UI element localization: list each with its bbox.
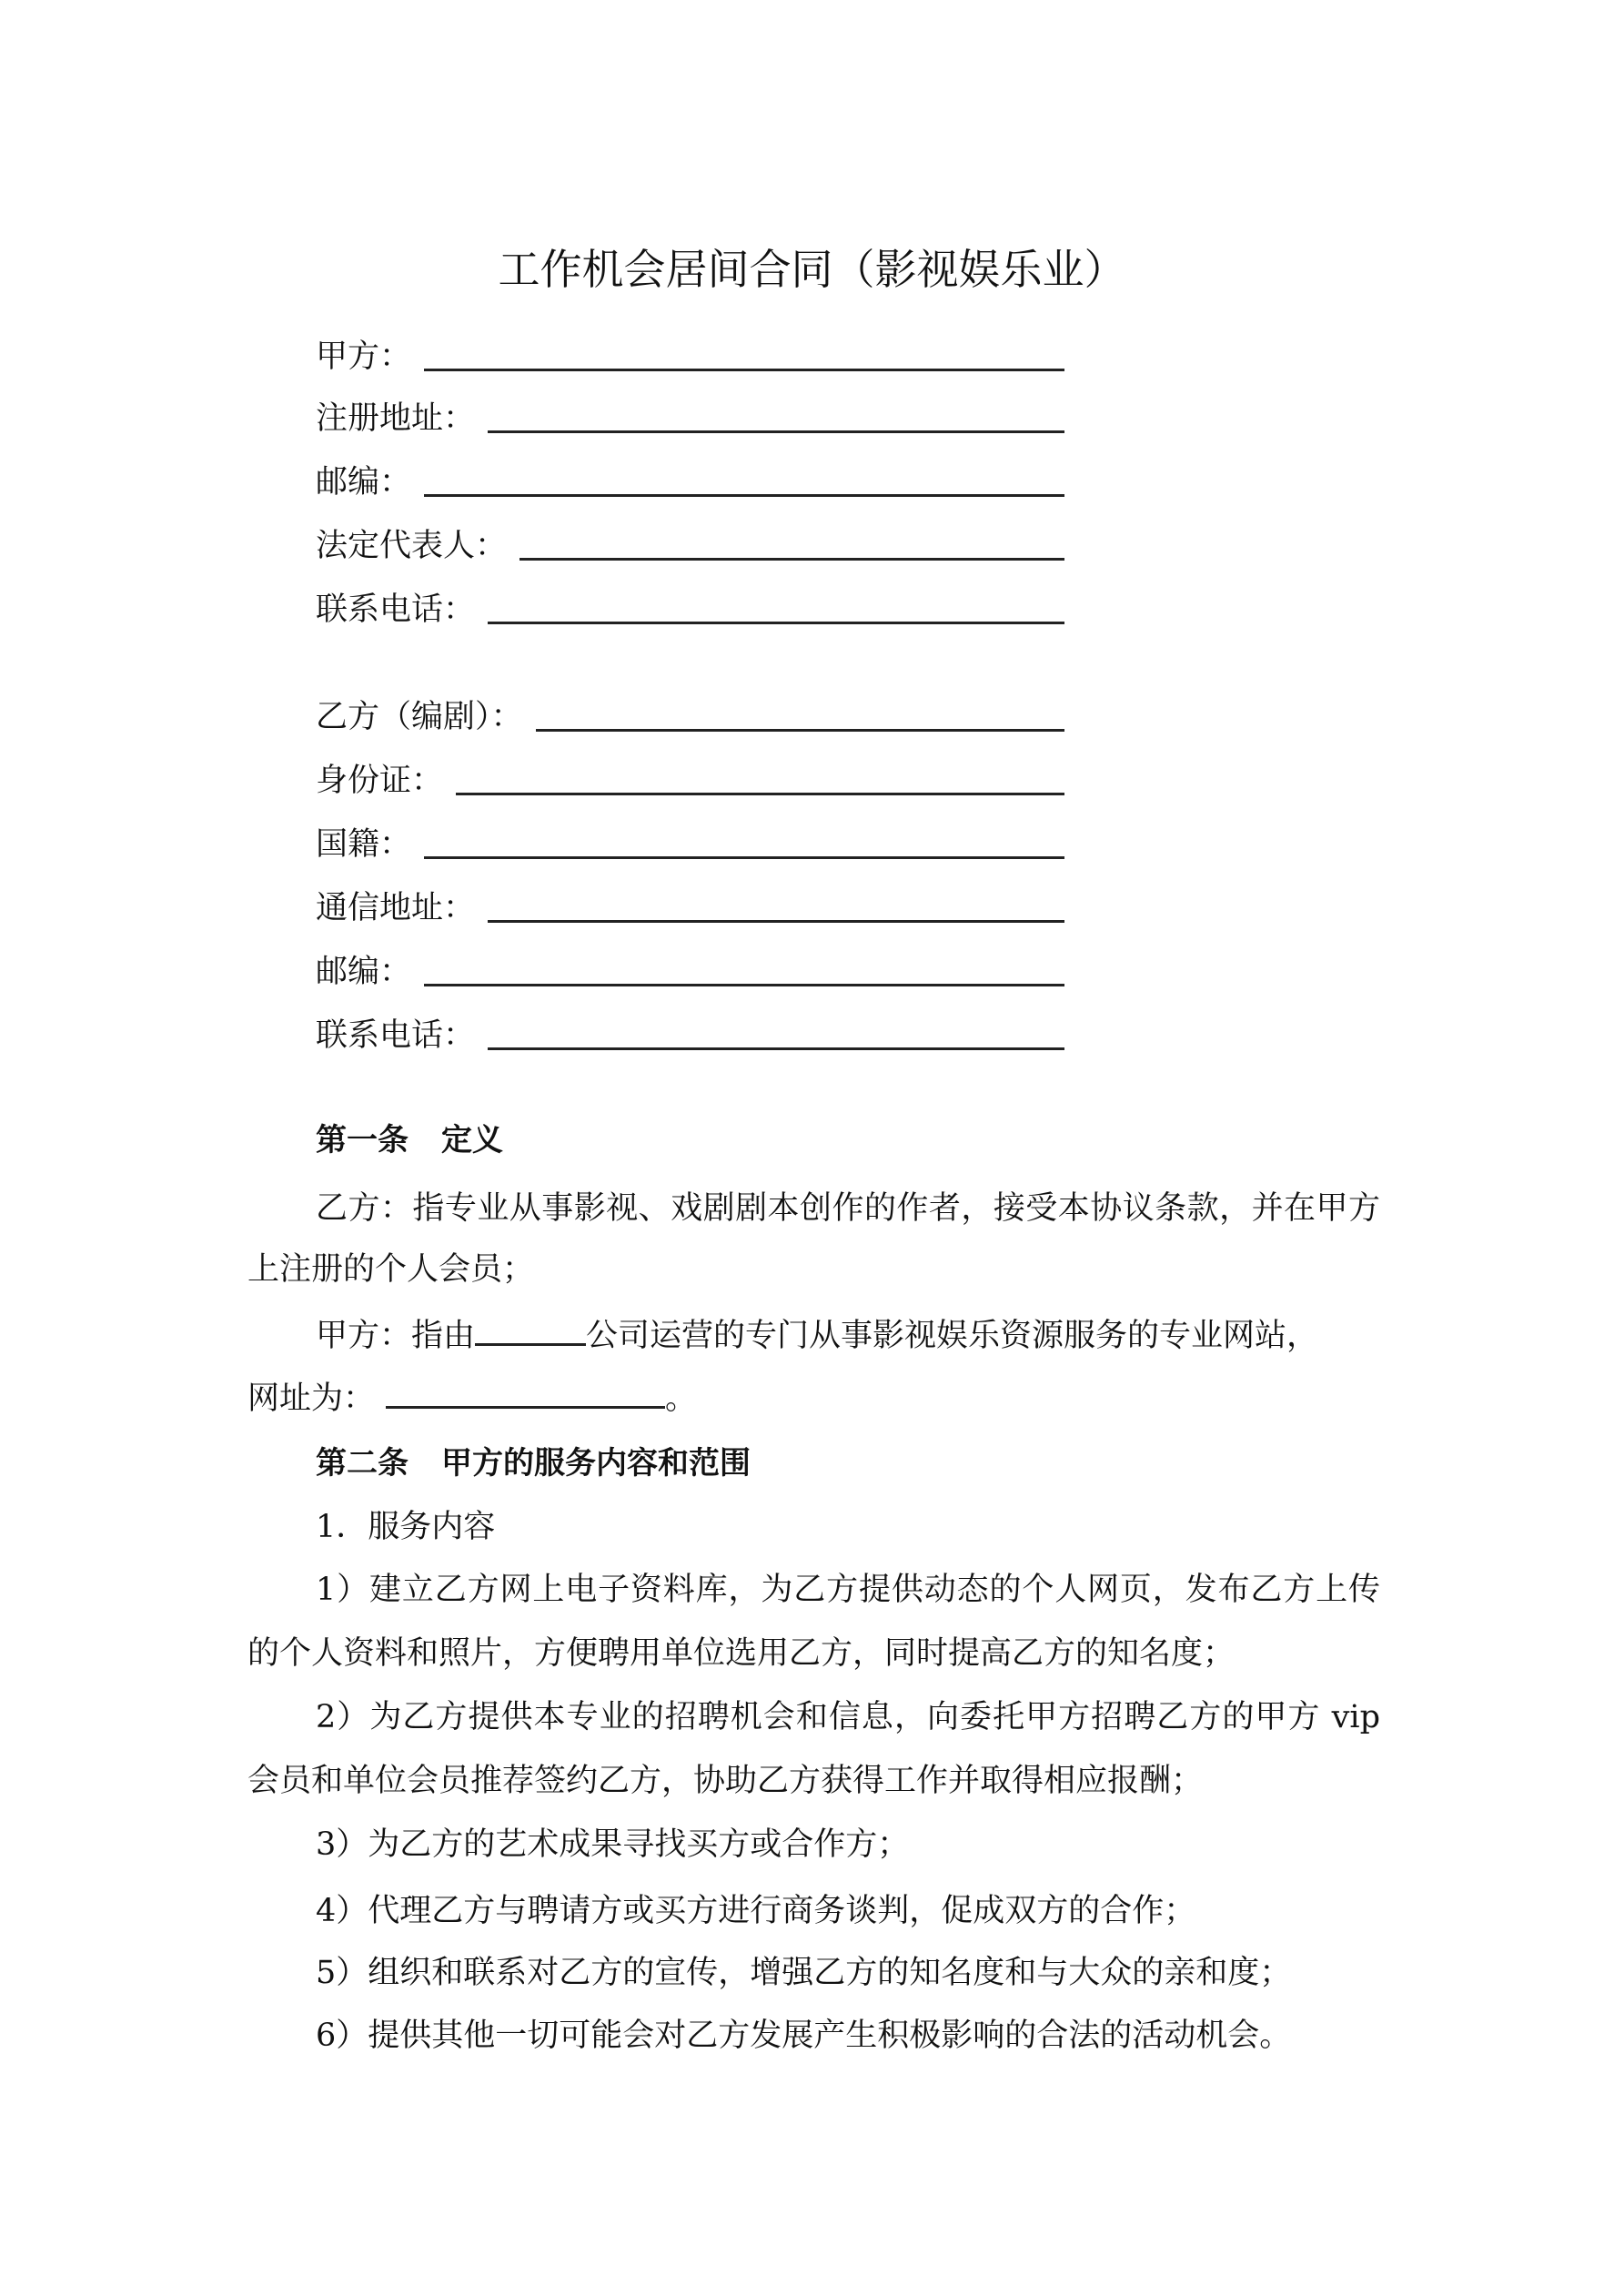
fill-in-blank[interactable] [488, 920, 1064, 923]
company-name-blank[interactable] [475, 1316, 586, 1346]
party-b-address-field[interactable] [316, 876, 1064, 940]
fill-in-blank[interactable] [488, 430, 1064, 433]
list-item: 4）代理乙方与聘请方或买方进行商务谈判，促成双方的合作； [316, 1893, 1196, 1929]
party-a-address-field[interactable] [316, 387, 1064, 450]
article-number: 第一条 [316, 1122, 409, 1158]
fill-in-blank[interactable] [488, 1047, 1064, 1050]
party-b-postcode-field[interactable] [316, 940, 1064, 1004]
party-b-name-field[interactable] [316, 685, 1064, 749]
fill-in-blank[interactable] [519, 558, 1064, 561]
article-title: 定义 [441, 1122, 503, 1158]
field-label: 邮编： [316, 464, 412, 501]
field-label: 乙方（编剧）： [316, 699, 523, 735]
article-title: 甲方的服务内容和范围 [441, 1445, 751, 1482]
website-url-blank[interactable] [386, 1379, 665, 1409]
paragraph-line [247, 1367, 1380, 1431]
text-segment: 甲方：指由 [316, 1318, 476, 1354]
fill-in-blank[interactable] [536, 729, 1064, 732]
fill-in-blank[interactable] [488, 622, 1064, 624]
article-number: 第二条 [316, 1445, 409, 1482]
paragraph-line: 的个人资料和照片，方便聘用单位选用乙方，同时提高乙方的知名度； [247, 1635, 1236, 1672]
field-label: 甲方： [316, 339, 412, 375]
paragraph-line [316, 1304, 1380, 1368]
field-label: 联系电话： [316, 592, 476, 628]
field-label: 身份证： [316, 763, 444, 799]
article-1-heading [316, 1108, 503, 1172]
subheading: 1．服务内容 [316, 1509, 496, 1545]
party-a-postcode-field[interactable] [316, 450, 1064, 514]
party-a-phone-field[interactable] [316, 578, 1064, 642]
field-label: 国籍： [316, 826, 412, 863]
paragraph-line: 2）为乙方提供本专业的招聘机会和信息，向委托甲方招聘乙方的甲方 vip [316, 1699, 1380, 1735]
party-b-id-field[interactable] [316, 749, 1064, 813]
fill-in-blank[interactable] [424, 494, 1064, 497]
party-b-phone-field[interactable] [316, 1004, 1064, 1067]
fill-in-blank[interactable] [424, 984, 1064, 986]
list-item: 5）组织和联系对乙方的宣传，增强乙方的知名度和与大众的亲和度； [316, 1955, 1292, 1991]
text-segment: 公司运营的专门从事影视娱乐资源服务的专业网站， [586, 1318, 1319, 1354]
article-2-heading [316, 1431, 751, 1495]
fill-in-blank[interactable] [424, 369, 1064, 371]
list-item: 6）提供其他一切可能会对乙方发展产生积极影响的合法的活动机会。 [316, 2018, 1292, 2054]
field-label: 通信地址： [316, 890, 476, 926]
list-item: 3）为乙方的艺术成果寻找买方或合作方； [316, 1826, 910, 1863]
party-a-legal-rep-field[interactable] [316, 514, 1064, 578]
fill-in-blank[interactable] [424, 856, 1064, 859]
text-segment: 。 [665, 1381, 698, 1417]
paragraph-line: 乙方：指专业从事影视、戏剧剧本创作的作者，接受本协议条款，并在甲方 [316, 1190, 1380, 1227]
paragraph-line: 上注册的个人会员； [247, 1251, 535, 1288]
field-label: 法定代表人： [316, 528, 508, 564]
text-segment: 网址为： [247, 1381, 376, 1417]
field-label: 联系电话： [316, 1017, 476, 1054]
fill-in-blank[interactable] [456, 793, 1064, 795]
document-title: 工作机会居间合同（影视娱乐业） [498, 245, 1126, 294]
paragraph-line: 1）建立乙方网上电子资料库，为乙方提供动态的个人网页，发布乙方上传 [316, 1572, 1380, 1608]
field-label: 邮编： [316, 954, 412, 990]
party-a-name-field[interactable] [316, 325, 1064, 389]
paragraph-line: 会员和单位会员推荐签约乙方，协助乙方获得工作并取得相应报酬； [247, 1763, 1204, 1799]
party-b-nationality-field[interactable] [316, 813, 1064, 876]
field-label: 注册地址： [316, 400, 476, 437]
